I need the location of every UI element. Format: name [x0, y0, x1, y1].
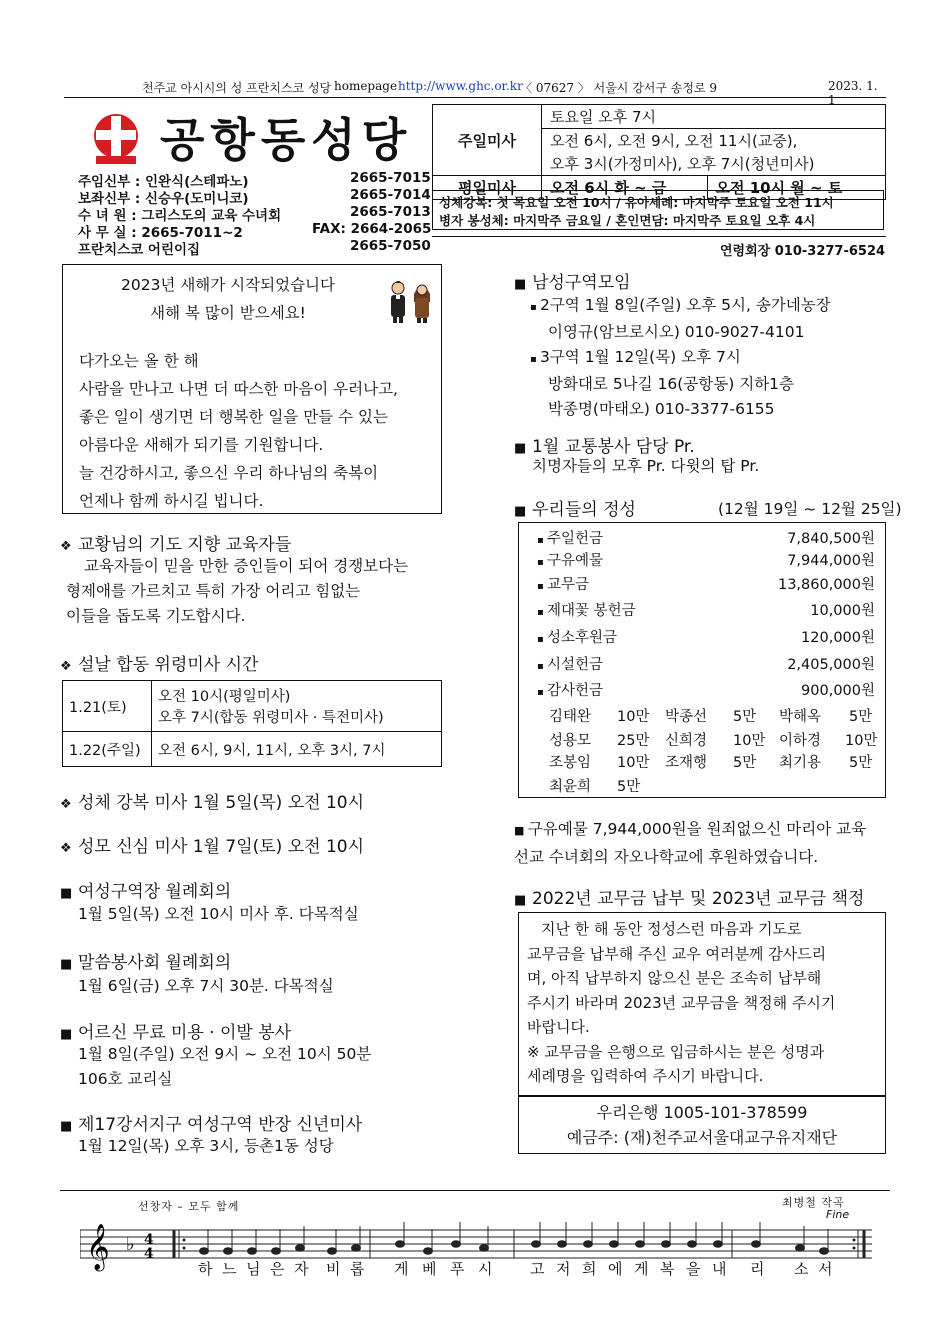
- mass-schedule-table: [432, 104, 886, 200]
- lyric-syllable: 느: [222, 1260, 239, 1278]
- offering-row: ▪ 교무금 13,860,000원: [537, 577, 875, 593]
- lyric-syllable: 에: [608, 1260, 625, 1278]
- parish-logo-icon: [92, 110, 156, 166]
- music-note: [714, 1241, 723, 1248]
- music-leader-label: 선창자 – 모두 함께: [138, 1200, 240, 1213]
- lyric-syllable: 자: [294, 1260, 311, 1278]
- traffic-heading: ■ 1월 교통봉사 담당 Pr.: [514, 437, 695, 457]
- music-note: [328, 1248, 337, 1255]
- event-heading: ■ 어르신 무료 미용 · 이발 봉사: [60, 1023, 292, 1043]
- music-note: [688, 1241, 697, 1248]
- offering-row: ▪ 구유예물 7,944,000원: [537, 553, 875, 569]
- event-heading: ■ 제17강서지구 여성구역 반장 신년미사: [60, 1115, 363, 1135]
- weekday-mass-b: 오전 10시 월 ~ 토: [707, 176, 886, 200]
- staff-row: 보좌신부 : 신승우(도미니코) 2665-7014: [78, 187, 431, 207]
- staff-row: 주임신부 : 인완식(스테파노) 2665-7015: [78, 170, 431, 190]
- newyear-greeting-box: [62, 264, 442, 514]
- homepage-label: homepage: [334, 79, 398, 93]
- music-note: [296, 1245, 305, 1252]
- music-note: [796, 1245, 805, 1252]
- event-heading: ■ 여성구역장 월례회의: [60, 882, 232, 902]
- music-note: [200, 1248, 209, 1255]
- music-composer: 최병철 작곡: [782, 1196, 845, 1209]
- event-body: 1월 6일(금) 오후 7시 30분. 다목적실: [78, 977, 334, 995]
- benediction-mass: ❖ 성체 강복 미사 1월 5일(목) 오전 10시: [60, 793, 365, 813]
- lyric-syllable: 고: [530, 1260, 547, 1278]
- bank-account: 우리은행 1005-101-378599: [596, 1103, 808, 1122]
- account-holder: 예금주: (재)천주교서울대교구유지재단: [566, 1128, 838, 1147]
- music-note: [820, 1248, 829, 1255]
- music-fine: Fine: [826, 1208, 850, 1221]
- staff-row: 프란치스코 어린이집 2665-7050: [78, 238, 431, 258]
- offering-row: ▪ 시설헌금 2,405,000원: [537, 657, 875, 673]
- note-line: 병자 봉성체: 마지막주 금요일 / 혼인면담: 마지막주 토요일 오후 4시: [439, 213, 816, 228]
- offering-row: ▪ 주일헌금 7,840,500원: [537, 531, 875, 547]
- weekday-mass-label: 평일미사: [433, 176, 542, 200]
- music-note: [452, 1241, 461, 1248]
- offering-row: ▪ 감사헌금 900,000원: [537, 683, 875, 699]
- lyric-syllable: 시: [478, 1260, 495, 1278]
- lyric-syllable: 님: [246, 1260, 263, 1278]
- crib-donation-note: ■ 구유예물 7,944,000원을 원죄없으신 마리아 교육 선교 수녀회의 자오나학교에 후원하였습니다.: [514, 820, 867, 866]
- marian-mass: ❖ 성모 신심 미사 1월 7일(토) 오전 10시: [60, 837, 365, 857]
- lyric-syllable: 을: [686, 1260, 703, 1278]
- page-title: 공항동성당: [160, 113, 413, 167]
- parish-name: 천주교 아시시의 성 프란치스코 성당: [142, 81, 332, 95]
- seollal-day: 1.21(토): [63, 681, 152, 732]
- offering-period: (12월 19일 ~ 12월 25일): [718, 500, 902, 518]
- offering-row: ▪ 제대꽃 봉헌금 10,000원: [537, 603, 875, 619]
- lyric-syllable: 리: [750, 1260, 767, 1278]
- greeting-body: 다가오는 올 한 해 사람을 만나고 나면 더 따스한 마음이 우러나고, 좋은 일이 생기면 더 행복한 일을 만들 수 있는 아름다운 새해가 되기를 기원합니다. 늘 건강하시고, 좋으신 우리 하나님의 축복이 언제나 함께 하시길 빕니다.: [79, 352, 398, 510]
- lyric-syllable: 은: [270, 1260, 287, 1278]
- greeting-line: 새해 복 많이 받으세요!: [150, 304, 306, 322]
- event-heading: ■ 말씀봉사회 월례회의: [60, 953, 232, 973]
- men-district-body: ▪ 2구역 1월 8일(주일) 오후 5시, 송가네농장 이영규(암브로시오) 010-9027-4101 ▪ 3구역 1월 12일(목) 오후 7시 방화대로 5나길 16(공항동) 지하1층 박종명(마태오) 010-3377-6155: [530, 296, 831, 418]
- music-note: [396, 1241, 405, 1248]
- traffic-body: 치명자들의 모후 Pr. 다윗의 탑 Pr.: [532, 457, 760, 475]
- sunday-mass-label: 주일미사: [433, 105, 542, 176]
- seollal-table: [62, 680, 442, 767]
- seollal-times: 오전 6시, 9시, 11시, 오후 3시, 7시: [152, 732, 442, 767]
- lyric-syllable: 비: [326, 1260, 343, 1278]
- seollal-day: 1.22(주일): [63, 732, 152, 767]
- lyric-syllable: 게: [634, 1260, 651, 1278]
- lyric-syllable: 저: [556, 1260, 573, 1278]
- lyric-syllable: 게: [394, 1260, 411, 1278]
- sunday-mass-line: 오전 6시, 오전 9시, 오전 11시(교중),: [542, 129, 886, 153]
- offering-box: ▪ 주일헌금 7,840,500원 ▪ 구유예물 7,944,000원 ▪ 교무금 13,860,000원 ▪ 제대꽃 봉헌금 10,000원 ▪ 성소후원금 120,000원 ▪ 시설헌금 2,405,000원 ▪ 감사헌금 900,000원 김태완 10만 박종선 5만 박해옥 5만 성용모 25만 신희경 10만 이하경 10만 조봉임 10만 조재행 5만 최기용 5만 최윤희 5만: [518, 522, 886, 798]
- lyric-syllable: 소: [794, 1260, 811, 1278]
- svg-text:♭: ♭: [126, 1234, 135, 1255]
- greeting-line: 2023년 새해가 시작되었습니다: [120, 276, 335, 294]
- lyric-syllable: 롭: [350, 1260, 367, 1278]
- men-district-heading: ■ 남성구역모임: [514, 273, 631, 293]
- tax-heading: ■ 2022년 교무금 납부 및 2023년 교무금 책정: [514, 889, 865, 909]
- music-note: [558, 1241, 567, 1248]
- sacrament-notes: [432, 190, 884, 230]
- event-body: 1월 12일(목) 오후 3시, 등촌1동 성당: [78, 1137, 334, 1155]
- music-note: [752, 1241, 761, 1248]
- event-body: 1월 5일(목) 오전 10시 미사 후. 다목적실: [78, 905, 359, 923]
- homepage-link[interactable]: http://www.ghc.or.kr: [398, 79, 523, 93]
- pope-intention-body: 교육자들이 믿을 만한 증인들이 되어 경쟁보다는 형제애를 가르치고 특히 가장 어리고 힘없는 이들을 돕도록 기도합시다.: [66, 557, 409, 625]
- staff-row: 사 무 실 : 2665-7011~2 FAX: 2664-2065: [78, 221, 432, 241]
- treble-clef-icon: 𝄞: [86, 1224, 110, 1270]
- music-note: [352, 1245, 361, 1252]
- funeral-contact: 연령회장 010-3277-6524: [720, 244, 886, 259]
- lyric-syllable: 베: [422, 1260, 439, 1278]
- event-body: 1월 8일(주일) 오전 9시 ~ 오전 10시 50분 106호 교리실: [78, 1045, 372, 1088]
- address: 〈 07627 〉 서울시 강서구 송정로 9: [520, 81, 718, 95]
- priest-and-nun-icon: [386, 278, 434, 324]
- music-note: [248, 1248, 257, 1255]
- bank-account-box: [518, 1096, 886, 1154]
- music-note: [224, 1248, 233, 1255]
- top-info-bar: [64, 78, 886, 107]
- music-note: [272, 1248, 281, 1255]
- seollal-heading: ❖ 설날 합동 위령미사 시간: [60, 655, 259, 675]
- lyric-syllable: 내: [712, 1260, 729, 1278]
- tax-notice-box: 지난 한 해 동안 정성스런 마음과 기도로 교무금을 납부해 주신 교우 여러분께 감사드리 며, 아직 납부하지 않으신 분은 조속히 납부해 주시기 바라며 2023년 교무금을 책정해 주시기 바랍니다. ※ 교무금을 은행으로 입금하시는 분은 성명과 세례명을 입력하여 주시기 바랍니다.: [518, 912, 886, 1096]
- svg-text:4: 4: [144, 1232, 154, 1248]
- song-lyrics: [80, 1258, 880, 1280]
- lyric-syllable: 서: [818, 1260, 835, 1278]
- staff-row: 수 녀 원 : 그리스도의 교육 수녀회 2665-7013: [78, 204, 431, 224]
- music-note: [662, 1241, 671, 1248]
- sunday-mass-line: 토요일 오후 7시: [542, 105, 886, 129]
- pope-intention-heading: ❖ 교황님의 기도 지향 교육자들: [60, 535, 292, 555]
- music-note: [532, 1241, 541, 1248]
- music-note: [424, 1248, 433, 1255]
- lyric-syllable: 하: [198, 1260, 215, 1278]
- music-note: [610, 1241, 619, 1248]
- sunday-mass-line: 오후 3시(가정미사), 오후 7시(청년미사): [542, 152, 886, 176]
- weekday-mass-a: 오전 6시 화 ~ 금: [542, 176, 708, 200]
- lyric-syllable: 희: [582, 1260, 599, 1278]
- music-note: [584, 1241, 593, 1248]
- issue-date: 2023. 1. 1: [828, 79, 878, 107]
- music-note: [480, 1245, 489, 1252]
- note-line: 성체강복: 첫 목요일 오전 10시 / 유아세례: 마지막주 토요일 오전 11시: [439, 195, 834, 210]
- lyric-syllable: 푸: [450, 1260, 467, 1278]
- lyric-syllable: 복: [660, 1260, 677, 1278]
- svg-text:4: 4: [144, 1246, 154, 1262]
- music-note: [636, 1241, 645, 1248]
- offering-row: ▪ 성소후원금 120,000원: [537, 630, 875, 646]
- offering-heading: ■ 우리들의 정성: [514, 500, 636, 520]
- seollal-times: 오전 10시(평일미사) 오후 7시(합동 위령미사 · 특전미사): [152, 681, 442, 732]
